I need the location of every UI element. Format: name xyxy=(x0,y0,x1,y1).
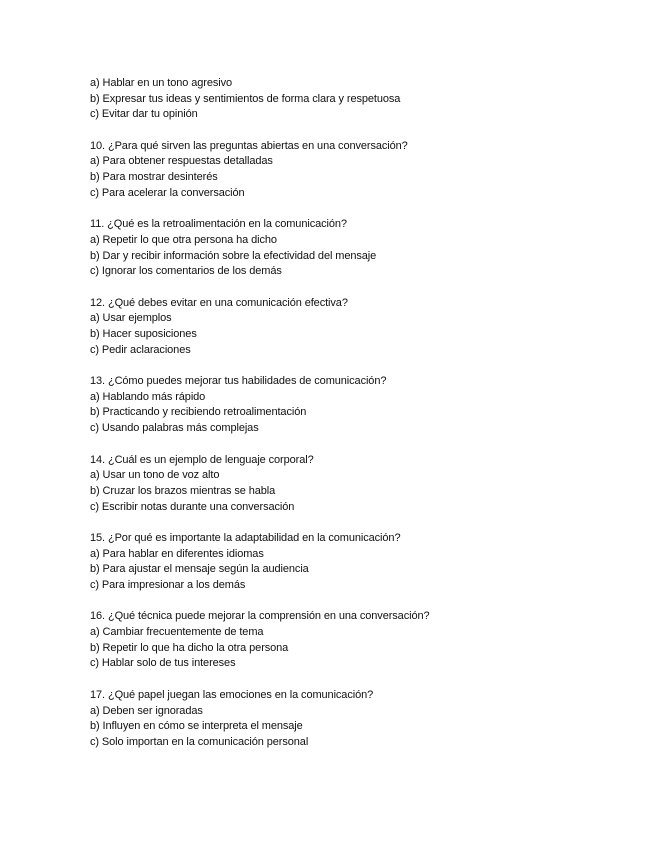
question-block-10 xyxy=(90,139,610,202)
option-a: a) Deben ser ignoradas xyxy=(90,704,203,717)
option-b: b) Para ajustar el mensaje según la audiencia xyxy=(90,563,309,576)
option-b: b) Dar y recibir información sobre la efectividad del mensaje xyxy=(90,249,377,262)
option-a: a) Para hablar en diferentes idiomas xyxy=(90,547,264,560)
question-block-12 xyxy=(90,296,610,359)
question-block-17 xyxy=(90,688,610,751)
question-text: 14. ¿Cuál es un ejemplo de lenguaje corporal? xyxy=(90,453,314,466)
option-b: b) Para mostrar desinterés xyxy=(90,171,218,184)
question-text: 11. ¿Qué es la retroalimentación en la comunicación? xyxy=(90,218,347,231)
option-c: c) Para impresionar a los demás xyxy=(90,579,246,591)
option-a: a) Usar ejemplos xyxy=(90,312,172,325)
question-text: 16. ¿Qué técnica puede mejorar la comprensión en una conversación? xyxy=(90,610,430,623)
option-c: c) Ignorar los comentarios de los demás xyxy=(90,265,282,278)
question-text: 12. ¿Qué debes evitar en una comunicación efectiva? xyxy=(90,296,348,309)
option-b: b) Influyen en cómo se interpreta el mensaje xyxy=(90,720,303,733)
option-c: c) Para acelerar la conversación xyxy=(90,186,245,199)
option-c: c) Solo importan en la comunicación personal xyxy=(90,735,309,748)
option-a: a) Hablar en un tono agresivo xyxy=(90,77,233,89)
question-block-9 xyxy=(90,76,610,123)
option-c: c) Hablar solo de tus intereses xyxy=(90,657,236,670)
question-block-13 xyxy=(90,374,610,437)
question-text: 17. ¿Qué papel juegan las emociones en la comunicación? xyxy=(90,688,374,701)
option-c: c) Escribir notas durante una conversación xyxy=(90,500,295,513)
question-block-11 xyxy=(90,217,610,280)
option-b: b) Cruzar los brazos mientras se habla xyxy=(90,484,276,497)
question-list xyxy=(90,76,610,766)
question-text: 13. ¿Cómo puedes mejorar tus habilidades de comunicación? xyxy=(90,375,387,388)
option-a: a) Repetir lo que otra persona ha dicho xyxy=(90,233,277,246)
option-b: b) Practicando y recibiendo retroalimentación xyxy=(90,406,307,419)
question-block-14 xyxy=(90,453,610,516)
question-block-16 xyxy=(90,609,610,672)
option-b: b) Repetir lo que ha dicho la otra persona xyxy=(90,641,289,654)
question-text: 10. ¿Para qué sirven las preguntas abiertas en una conversación? xyxy=(90,139,408,152)
option-a: a) Usar un tono de voz alto xyxy=(90,469,220,482)
option-b: b) Expresar tus ideas y sentimientos de forma clara y respetuosa xyxy=(90,92,401,105)
option-a: a) Para obtener respuestas detalladas xyxy=(90,155,273,168)
option-b: b) Hacer suposiciones xyxy=(90,328,197,340)
question-text: 15. ¿Por qué es importante la adaptabilidad en la comunicación? xyxy=(90,531,401,544)
option-a: a) Hablando más rápido xyxy=(90,390,206,403)
option-c: c) Pedir aclaraciones xyxy=(90,343,191,356)
option-a: a) Cambiar frecuentemente de tema xyxy=(90,626,264,639)
option-c: c) Usando palabras más complejas xyxy=(90,422,259,435)
option-c: c) Evitar dar tu opinión xyxy=(90,108,198,121)
question-block-15 xyxy=(90,531,610,594)
